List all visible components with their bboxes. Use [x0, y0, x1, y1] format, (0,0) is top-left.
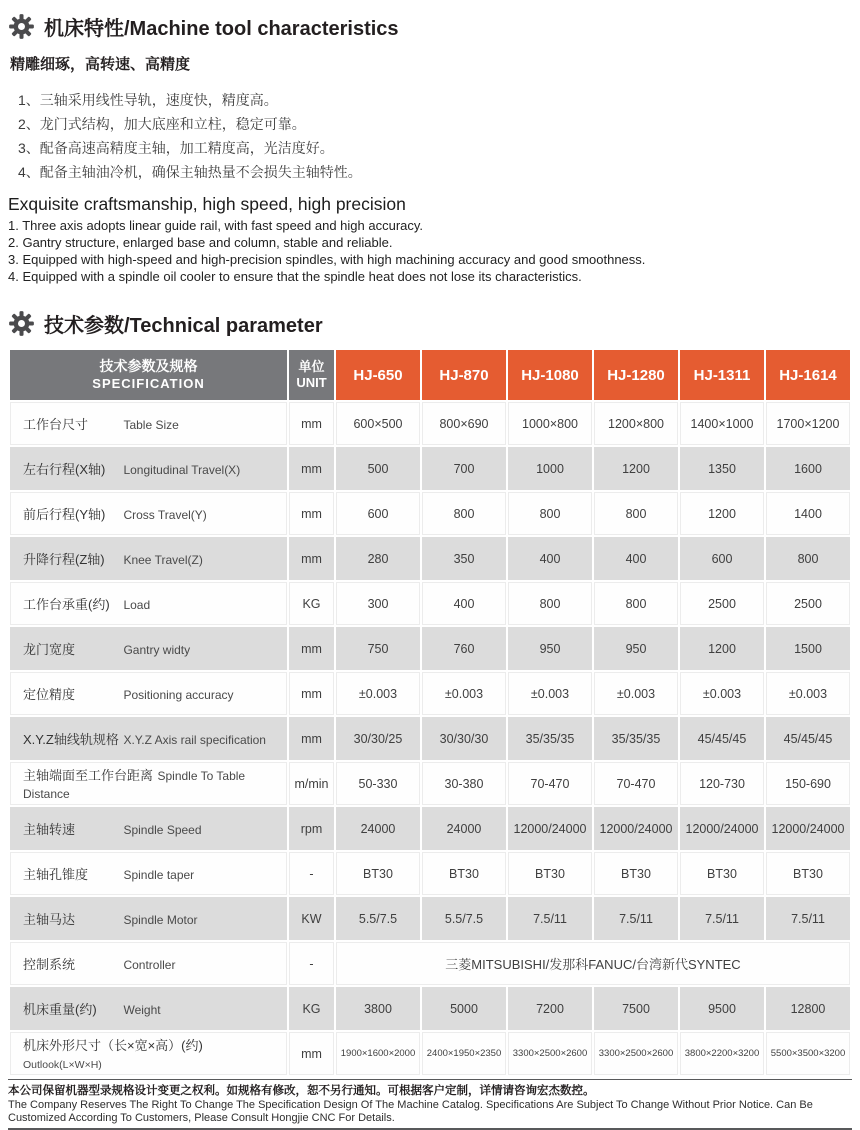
table-row: [10, 762, 850, 805]
value-cell: 70-470: [508, 762, 592, 805]
spec-label-cn: 龙门宽度: [23, 641, 76, 657]
table-header-row: [10, 350, 850, 400]
spec-label-cn: 主轴端面至工作台距离: [23, 767, 154, 783]
spec-label-cell: [10, 807, 287, 850]
spec-label-cell: [10, 762, 287, 805]
value-cell: 2400×1950×2350: [422, 1032, 506, 1075]
cn-point-1: 1、三轴采用线性导轨，速度快，精度高。: [18, 92, 278, 108]
table-row: [10, 627, 850, 670]
value-cell: 7200: [508, 987, 592, 1030]
spec-table: [8, 348, 852, 1077]
gear-icon: [8, 13, 35, 40]
unit-cell: KW: [289, 897, 334, 940]
spec-label-cell: [10, 717, 287, 760]
value-cell: 1400: [766, 492, 850, 535]
value-cell: 24000: [422, 807, 506, 850]
value-cell: 50-330: [336, 762, 420, 805]
value-cell: 1000×800: [508, 402, 592, 445]
value-cell: 800: [422, 492, 506, 535]
spec-label-cell: [10, 402, 287, 445]
spec-label-cn: 机床外形尺寸（长×宽×高）(约): [23, 1037, 203, 1053]
value-cell: 400: [508, 537, 592, 580]
value-cell: 1900×1600×2000: [336, 1032, 420, 1075]
value-cell: 800: [766, 537, 850, 580]
value-cell: ±0.003: [594, 672, 678, 715]
value-cell: ±0.003: [422, 672, 506, 715]
table-row: [10, 672, 850, 715]
spec-label-cn: 定位精度: [23, 686, 76, 702]
value-cell: 70-470: [594, 762, 678, 805]
characteristics-subtitle: 精雕细琢，高转速、高精度: [10, 56, 191, 73]
spec-label-cell: [10, 987, 287, 1030]
spec-label-cn: 左右行程(X轴): [23, 461, 106, 477]
footer-cn: 本公司保留机器型录规格设计变更之权利。如规格有修改，恕不另行通知。可根据客户定制，详情请咨询宏杰数控。: [8, 1085, 595, 1097]
unit-cell: -: [289, 852, 334, 895]
value-cell: 12000/24000: [508, 807, 592, 850]
value-cell: 3300×2500×2600: [594, 1032, 678, 1075]
model-header-hj1614: HJ-1614: [766, 350, 850, 400]
value-cell: BT30: [508, 852, 592, 895]
cn-point-3: 3、配备高速高精度主轴，加工精度高，光洁度好。: [18, 140, 334, 156]
unit-cell: mm: [289, 447, 334, 490]
table-row: [10, 852, 850, 895]
value-cell: 5.5/7.5: [336, 897, 420, 940]
unit-cell: m/min: [289, 762, 334, 805]
spec-label-cn: 前后行程(Y轴): [23, 506, 106, 522]
value-cell: 3800×2200×3200: [680, 1032, 764, 1075]
unit-cell: KG: [289, 987, 334, 1030]
table-row: [10, 402, 850, 445]
value-cell: 400: [422, 582, 506, 625]
gear-icon: [8, 310, 35, 337]
spec-label-cell: [10, 1032, 287, 1075]
model-header-hj650: HJ-650: [336, 350, 420, 400]
spec-label-en: Gantry widty: [123, 642, 191, 657]
spec-label-en: Knee Travel(Z): [123, 552, 203, 567]
value-cell: 1400×1000: [680, 402, 764, 445]
table-row: [10, 582, 850, 625]
value-cell: 12000/24000: [594, 807, 678, 850]
value-cell: 800: [508, 582, 592, 625]
value-cell: 12800: [766, 987, 850, 1030]
cn-point-2: 2、龙门式结构，加大底座和立柱，稳定可靠。: [18, 116, 306, 132]
value-cell: 1700×1200: [766, 402, 850, 445]
value-cell: 300: [336, 582, 420, 625]
value-cell: 35/35/35: [594, 717, 678, 760]
value-cell: 800: [594, 582, 678, 625]
unit-column-header: [289, 350, 334, 400]
table-row: [10, 987, 850, 1030]
value-cell: 7500: [594, 987, 678, 1030]
value-cell: 35/35/35: [508, 717, 592, 760]
value-cell: 600: [680, 537, 764, 580]
spec-header-cn: 技术参数及规格: [99, 358, 198, 374]
en-point-1: 1. Three axis adopts linear guide rail, with fast speed and high accuracy.: [8, 218, 424, 233]
spec-label-cell: [10, 447, 287, 490]
value-cell: 9500: [680, 987, 764, 1030]
spec-label-cell: [10, 897, 287, 940]
spec-label-cn: 机床重量(约): [23, 1001, 97, 1017]
value-cell: BT30: [766, 852, 850, 895]
unit-header-en: UNIT: [296, 375, 327, 390]
unit-cell: mm: [289, 402, 334, 445]
value-cell: 30/30/30: [422, 717, 506, 760]
value-cell: 7.5/11: [680, 897, 764, 940]
value-cell: 24000: [336, 807, 420, 850]
value-cell: 1350: [680, 447, 764, 490]
en-point-3: 3. Equipped with high-speed and high-precision spindles, with high machining accuracy and good smoothness.: [8, 252, 646, 267]
en-point-2: 2. Gantry structure, enlarged base and column, stable and reliable.: [8, 235, 393, 250]
value-cell: 950: [508, 627, 592, 670]
table-row: [10, 1032, 850, 1075]
unit-cell: mm: [289, 717, 334, 760]
value-cell: 2500: [766, 582, 850, 625]
value-cell: 120-730: [680, 762, 764, 805]
value-cell: 30/30/25: [336, 717, 420, 760]
value-cell: 700: [422, 447, 506, 490]
value-cell: 5500×3500×3200: [766, 1032, 850, 1075]
model-header-hj1280: HJ-1280: [594, 350, 678, 400]
value-cell: ±0.003: [336, 672, 420, 715]
unit-cell: mm: [289, 492, 334, 535]
spec-label-cn: 主轴孔锥度: [23, 866, 89, 882]
value-cell: 1600: [766, 447, 850, 490]
value-cell: ±0.003: [680, 672, 764, 715]
table-row: [10, 807, 850, 850]
value-cell: 500: [336, 447, 420, 490]
spec-label-cell: [10, 537, 287, 580]
spec-label-cn: X.Y.Z轴线轨规格: [23, 731, 119, 747]
spec-label-cell: [10, 627, 287, 670]
table-row: [10, 897, 850, 940]
value-cell: 800: [508, 492, 592, 535]
spec-label-cell: [10, 492, 287, 535]
value-cell: BT30: [680, 852, 764, 895]
unit-cell: KG: [289, 582, 334, 625]
characteristics-en-title: Exquisite craftsmanship, high speed, high precision: [8, 194, 406, 214]
table-row: [10, 942, 850, 985]
spec-label-en: Table Size: [123, 417, 179, 432]
value-cell: 600×500: [336, 402, 420, 445]
value-cell: 45/45/45: [766, 717, 850, 760]
value-cell: BT30: [336, 852, 420, 895]
table-row: [10, 717, 850, 760]
characteristics-en-list: [8, 217, 852, 285]
unit-cell: mm: [289, 672, 334, 715]
spec-label-cn: 工作台承重(约): [23, 596, 110, 612]
value-cell: 3800: [336, 987, 420, 1030]
value-cell: 12000/24000: [766, 807, 850, 850]
merged-value-cell: 三菱MITSUBISHI/发那科FANUC/台湾新代SYNTEC: [336, 942, 850, 985]
spec-column-header: [10, 350, 287, 400]
value-cell: 1200: [680, 492, 764, 535]
spec-label-cell: [10, 942, 287, 985]
value-cell: 600: [336, 492, 420, 535]
spec-label-cell: [10, 582, 287, 625]
spec-label-en: Spindle Speed: [123, 822, 202, 837]
spec-label-en: Outlook(L×W×H): [23, 1058, 102, 1071]
model-header-hj1311: HJ-1311: [680, 350, 764, 400]
spec-label-en: Longitudinal Travel(X): [123, 462, 241, 477]
parameters-header: [8, 309, 852, 338]
unit-header-cn: 单位: [298, 359, 325, 374]
value-cell: 950: [594, 627, 678, 670]
value-cell: 800×690: [422, 402, 506, 445]
value-cell: 5.5/7.5: [422, 897, 506, 940]
cn-point-4: 4、配备主轴油冷机，确保主轴热量不会损失主轴特性。: [18, 164, 362, 180]
value-cell: 30-380: [422, 762, 506, 805]
spec-label-cn: 工作台尺寸: [23, 416, 89, 432]
value-cell: 800: [594, 492, 678, 535]
value-cell: 5000: [422, 987, 506, 1030]
spec-header-en: SPECIFICATION: [92, 376, 205, 391]
value-cell: 7.5/11: [766, 897, 850, 940]
spec-label-cn: 控制系统: [23, 956, 76, 972]
table-row: [10, 492, 850, 535]
parameters-title: 技术参数/Technical parameter: [44, 315, 323, 337]
value-cell: 760: [422, 627, 506, 670]
unit-cell: mm: [289, 1032, 334, 1075]
spec-label-en: X.Y.Z Axis rail specification: [123, 732, 266, 747]
characteristics-title: 机床特性/Machine tool characteristics: [44, 18, 399, 40]
spec-label-en: Cross Travel(Y): [123, 507, 207, 522]
spec-table-body: [10, 402, 850, 1075]
en-point-4: 4. Equipped with a spindle oil cooler to ensure that the spindle heat does not lose its characteristics.: [8, 269, 582, 284]
model-header-hj870: HJ-870: [422, 350, 506, 400]
spec-label-en: Spindle taper: [123, 867, 195, 882]
value-cell: 7.5/11: [594, 897, 678, 940]
value-cell: 12000/24000: [680, 807, 764, 850]
table-row: [10, 447, 850, 490]
spec-label-cn: 主轴马达: [23, 911, 76, 927]
value-cell: ±0.003: [766, 672, 850, 715]
value-cell: BT30: [594, 852, 678, 895]
value-cell: 2500: [680, 582, 764, 625]
value-cell: 1200: [680, 627, 764, 670]
characteristics-cn-list: [8, 88, 852, 184]
spec-label-cn: 升降行程(Z轴): [23, 551, 105, 567]
spec-label-cn: 主轴转速: [23, 821, 76, 837]
value-cell: 1000: [508, 447, 592, 490]
model-header-hj1080: HJ-1080: [508, 350, 592, 400]
value-cell: 3300×2500×2600: [508, 1032, 592, 1075]
unit-cell: -: [289, 942, 334, 985]
characteristics-header: [8, 12, 852, 41]
spec-label-en: Weight: [123, 1002, 161, 1017]
value-cell: ±0.003: [508, 672, 592, 715]
spec-label-en: Spindle To Table Distance: [23, 768, 246, 801]
value-cell: BT30: [422, 852, 506, 895]
spec-label-en: Spindle Motor: [123, 912, 198, 927]
value-cell: 1200: [594, 447, 678, 490]
value-cell: 1200×800: [594, 402, 678, 445]
table-row: [10, 537, 850, 580]
value-cell: 150-690: [766, 762, 850, 805]
unit-cell: mm: [289, 537, 334, 580]
value-cell: 7.5/11: [508, 897, 592, 940]
value-cell: 750: [336, 627, 420, 670]
value-cell: 1500: [766, 627, 850, 670]
footer-en: The Company Reserves The Right To Change The Specification Design Of The Machine Catalog. Specifications Are Subject To Change Without Prior Notice. Can Be Customized According To Customers, Please Consult Hongjie CNC For Details.: [8, 1099, 813, 1124]
value-cell: 280: [336, 537, 420, 580]
spec-label-en: Positioning accuracy: [123, 687, 234, 702]
unit-cell: mm: [289, 627, 334, 670]
spec-label-en: Controller: [123, 957, 176, 972]
value-cell: 350: [422, 537, 506, 580]
unit-cell: rpm: [289, 807, 334, 850]
value-cell: 400: [594, 537, 678, 580]
value-cell: 45/45/45: [680, 717, 764, 760]
spec-label-cell: [10, 852, 287, 895]
spec-label-en: Load: [123, 597, 151, 612]
spec-label-cell: [10, 672, 287, 715]
